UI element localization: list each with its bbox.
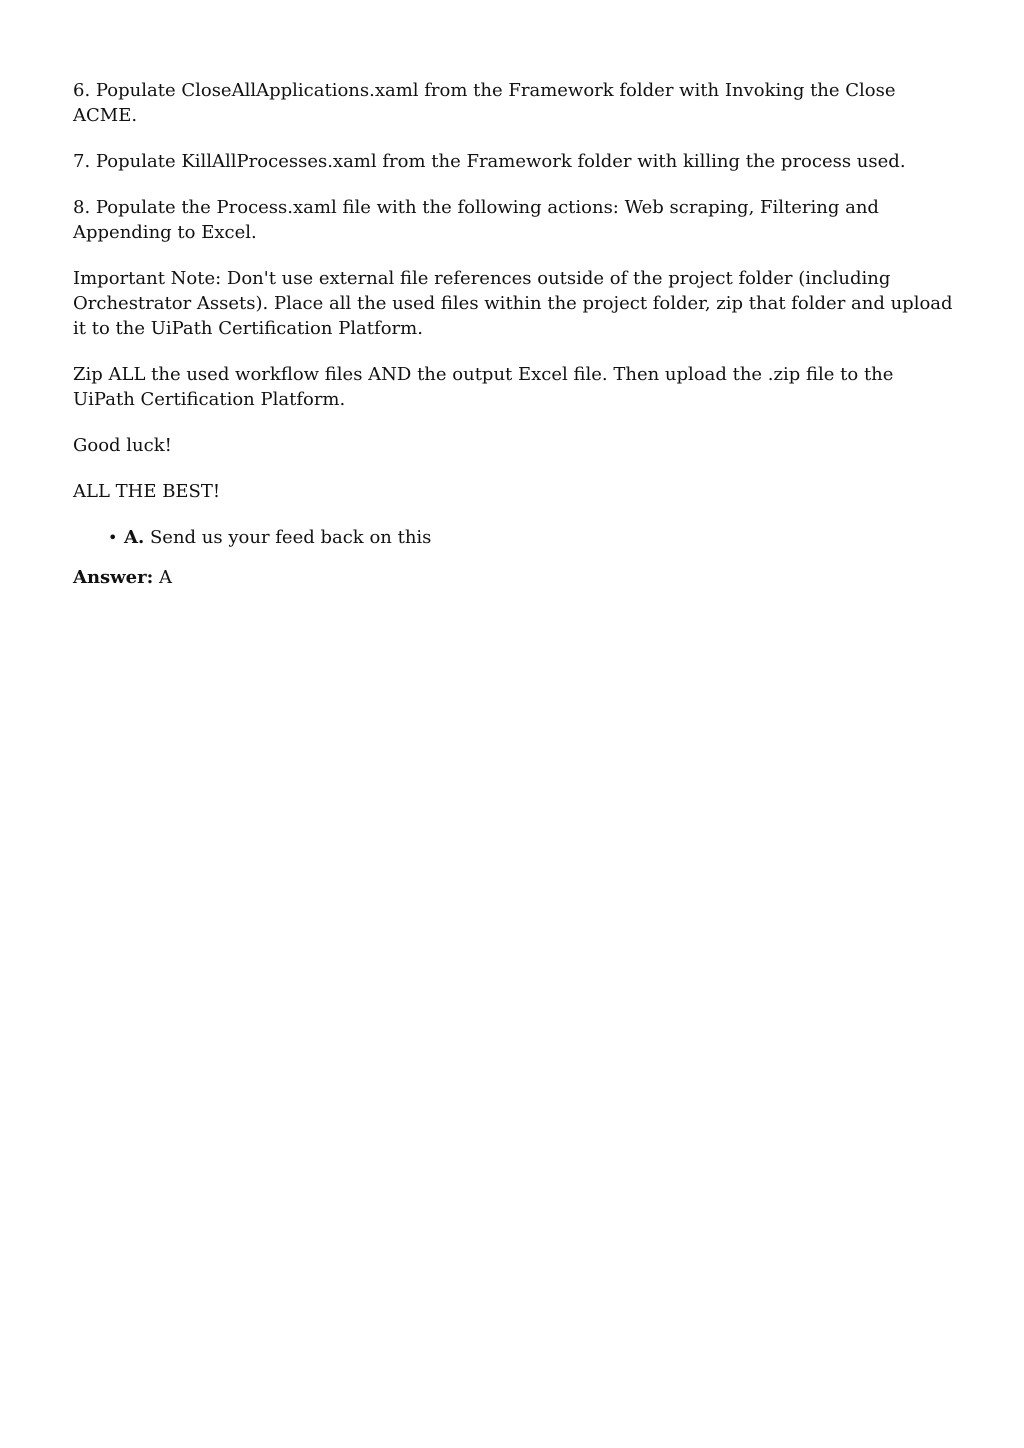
step-7-paragraph: 7. Populate KillAllProcesses.xaml from the Framework folder with killing the process used. <box>73 151 906 172</box>
option-letter: A. <box>124 527 145 548</box>
important-note-paragraph: Important Note: Don't use external file references outside of the project folder (including Orchestrator Assets). Place all the used files within the project folder, zip that folder and upload it to the UiPath Certification Platform. <box>73 268 953 339</box>
bullet-icon: • <box>108 528 118 547</box>
step-6-paragraph: 6. Populate CloseAllApplications.xaml from the Framework folder with Invoking the Close ACME. <box>73 80 896 126</box>
all-the-best-paragraph: ALL THE BEST! <box>73 481 221 502</box>
good-luck-paragraph: Good luck! <box>73 435 172 456</box>
option-text: Send us your feed back on this <box>149 527 432 548</box>
zip-instructions-paragraph: Zip ALL the used workflow files AND the output Excel file. Then upload the .zip file to the UiPath Certification Platform. <box>73 364 894 410</box>
answer-options-list <box>73 525 952 550</box>
step-8-paragraph: 8. Populate the Process.xaml file with the following actions: Web scraping, Filtering and Appending to Excel. <box>73 197 879 243</box>
answer-label: Answer: <box>73 567 154 588</box>
option-a <box>108 525 952 550</box>
answer-line <box>73 565 952 590</box>
answer-value: A <box>159 567 172 588</box>
